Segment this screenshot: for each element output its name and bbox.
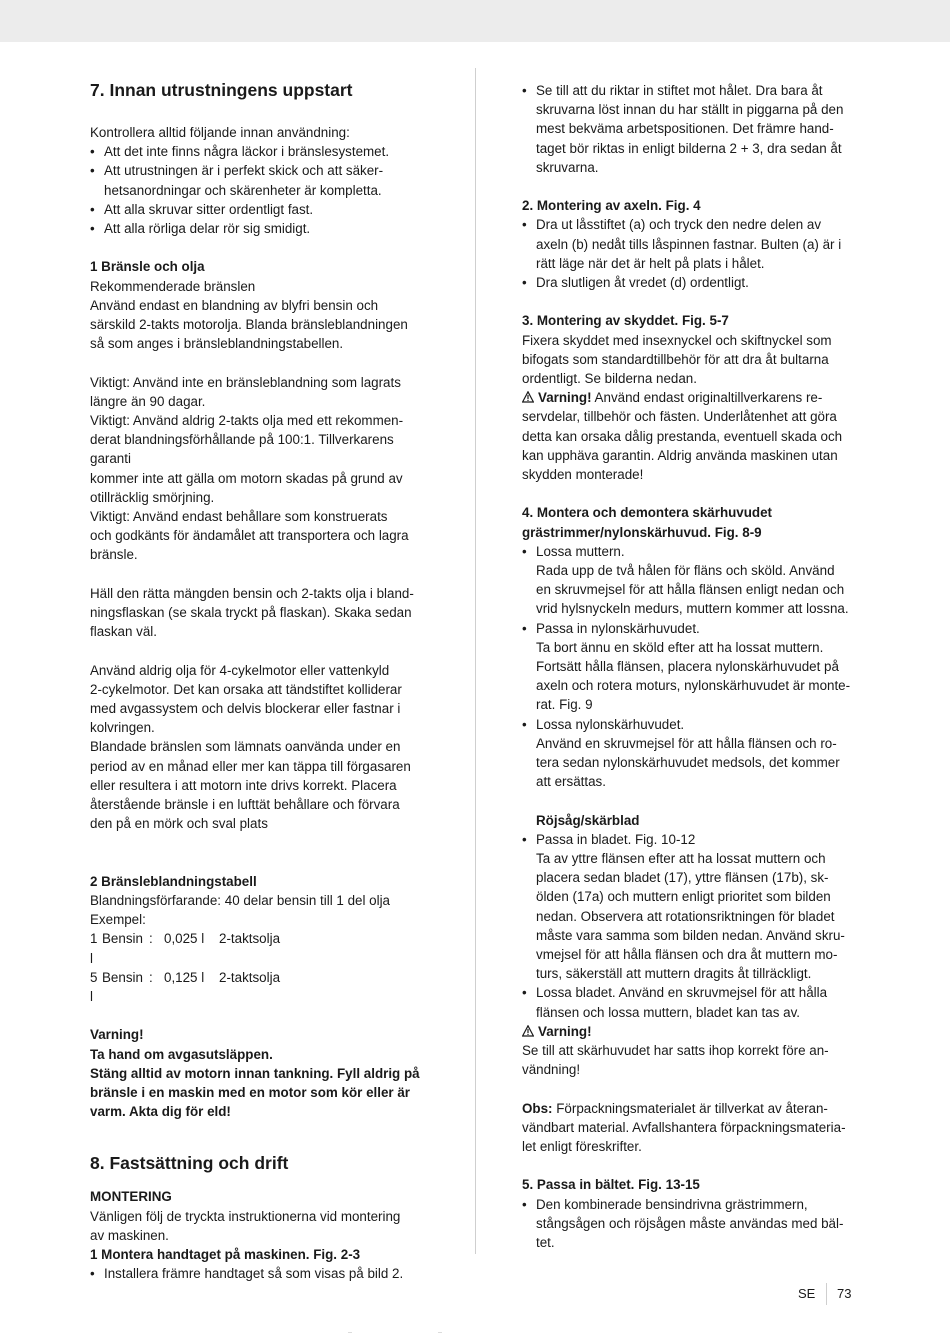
table-cell: 1 l	[90, 931, 98, 966]
cutting-head-heading: 4. Montera och demontera skärhuvudet grästrimmer/nylonskärhuvud. Fig. 8-9	[522, 505, 773, 540]
table-cell: Bensin	[102, 969, 143, 985]
fuel-text: Rekommenderade bränslen Använd endast en blandning av blyfri bensin och särskild 2-takts motorolja. Blanda bränsleblandningen så som anges i bränsleblandningstabellen.	[90, 278, 408, 352]
head-warning-label	[522, 1022, 867, 1041]
axle-heading: 2. Montering av axeln. Fig. 4	[522, 198, 701, 214]
head-warning-label-text: Varning!	[538, 1023, 592, 1039]
check-item: • Att utrustningen är i perfekt skick och att säker- hetsanordningar och skärenheter är kompletta.	[90, 161, 440, 199]
table-cell: 2-taktsolja	[219, 931, 281, 947]
pin-item: • Se till att du riktar in stiftet mot hålet. Dra bara åt skruvarna löst innan du har ställt in piggarna på den mest bekväma arbetspositionen. Det främre hand- taget bör riktas in enligt bilderna 2 + 3, dra sedan åt skruvarna.	[522, 81, 867, 177]
montering-text: Vänligen följ de tryckta instruktionerna vid montering av maskinen.	[90, 1208, 401, 1243]
blade-detail: Ta av yttre flänsen efter att ha lossat muttern och placera sedan bladet (17), yttre flänsen (17b), sk- ölden (17a) och muttern enligt prioritet som bilden nedan. Observera att rotationsriktningen för bladet måste vara samma som bilden nedan. Använd skru- vmejsel för att hålla flänsen och dra åt muttern mo- turs, säkerställ att muttern dragits åt tillräckligt.	[536, 851, 845, 982]
mix-table-heading: 2 Bränsleblandningstabell	[90, 873, 257, 889]
right-column	[522, 81, 867, 1252]
guard-heading: 3. Montering av skyddet. Fig. 5-7	[522, 313, 729, 329]
nut-detail: Rada upp de två hålen för fläns och sköld. Använd en skruvmejsel för att hålla flänsen enligt nedan och vrid hylsnyckeln medurs, muttern kommer att lossna.	[536, 563, 849, 617]
guard-text: Fixera skyddet med insexnyckel och skiftnyckel som bifogats som standardtillbehör för att dra åt bultarna ordentligt. Se bilderna nedan.	[522, 332, 832, 387]
obs-note	[522, 1099, 867, 1157]
table-cell: Bensin	[102, 931, 143, 947]
blade-remove-item: • Lossa bladet. Använd en skruvmejsel för att hålla flänsen och lossa muttern, bladet kan tas av.	[522, 983, 867, 1021]
head-warning-text: Se till att skärhuvudet har satts ihop korrekt före an- vändning!	[522, 1043, 829, 1078]
trim-mark	[348, 1332, 352, 1333]
column-divider	[475, 68, 476, 1254]
blade-item: • Passa in bladet. Fig. 10-12	[522, 830, 867, 849]
fit-head-item: • Passa in nylonskärhuvudet.	[522, 619, 867, 638]
trim-mark	[438, 1332, 442, 1333]
fuel-heading: 1 Bränsle och olja	[90, 259, 205, 275]
belt-item: • Den kombinerade bensindrivna grästrimmern, stångsågen och röjsågen måste användas med bäl- tet.	[522, 1195, 867, 1253]
mix-table-intro: Blandningsförfarande: 40 delar bensin till 1 del olja Exempel:	[90, 893, 391, 928]
fuel-warning: Varning! Ta hand om avgasutsläppen. Stäng alltid av motorn innan tankning. Fyll aldrig på bränsle i en maskin med en motor som kör eller är varm. Akta dig för eld!	[90, 1027, 420, 1120]
pour-text: Häll den rätta mängden bensin och 2-takts olja i bland- ningsflaskan (se skala tryckt på flaskan). Skaka sedan flaskan väl.	[90, 585, 414, 640]
page-footer	[798, 1284, 851, 1304]
check-item: • Att alla skruvar sitter ordentligt fast.	[90, 200, 440, 219]
mix-table	[90, 929, 440, 1006]
table-cell: 5 l	[90, 969, 98, 1005]
table-cell: :	[149, 969, 153, 985]
check-item: • Att det inte finns några läckor i bränslesystemet.	[90, 142, 440, 161]
language-code: SE	[798, 1286, 816, 1302]
oil-warning-text: Använd aldrig olja för 4-cykelmotor eller vattenkyld 2-cykelmotor. Det kan orsaka att tändstiftet kolliderar med avgassystem och delvis blockerar eller fastnar i kolvringen. Blandade bränslen som lämnats oanvända under en period av en månad eller mer kan täppa till förgasaren eller resultera i att motorn inte drivs korrekt. Placera återstående bränsle i en lufttät behållare och förvara den på en mörk och sval plats	[90, 662, 411, 832]
guard-warning-text: Använd endast originaltillverkarens re- servdelar, tillbehör och fästen. Underlåtenhet att göra detta kan orsaka dålig prestanda, eventuell skada och kan upphäva garantin. Aldrig använda maskinen utan skydden monterade!	[522, 390, 843, 483]
blade-heading: Röjsåg/skärblad	[536, 812, 640, 828]
page-header-band	[0, 0, 950, 42]
handle-item: • Installera främre handtaget så som visas på bild 2.	[90, 1264, 440, 1283]
warning-triangle-icon	[522, 1025, 534, 1037]
fit-head-detail: Ta bort ännu en sköld efter att ha lossat muttern. Fortsätt hålla flänsen, placera nylonskärhuvudet på axeln och rotera moturs, nylonskärhuvudet är monte- rat. Fig. 9	[536, 639, 851, 713]
warning-triangle-icon	[522, 391, 534, 403]
important-text: Viktigt: Använd inte en bränsleblandning som lagrats längre än 90 dagar. Viktigt: Använd aldrig 2-takts olja med ett rekommen- derat blandningsförhållande på 100:1. Tillverkarens garanti kommer inte att gälla om motorn skadas på grund av otillräcklig smörjning. Viktigt: Använd endast behållare som konstruerats och godkänts för ändamålet att transportera och lagra bränsle.	[90, 374, 409, 563]
axle-item: • Dra ut låsstiftet (a) och tryck den nedre delen av axeln (b) nedåt tills låspinnen fastnar. Bulten (a) är i rätt läge när det är helt på plats i hålet.	[522, 215, 867, 273]
montering-heading: MONTERING	[90, 1189, 172, 1205]
check-item: • Att alla rörliga delar rör sig smidigt.	[90, 219, 440, 238]
guard-warning	[522, 388, 867, 484]
section-8-title: 8. Fastsättning och drift	[90, 1153, 289, 1174]
handle-heading: 1 Montera handtaget på maskinen. Fig. 2-3	[90, 1247, 361, 1263]
table-cell: :	[149, 931, 153, 947]
obs-text: Förpackningsmaterialet är tillverkat av återan- vändbart material. Avfallshantera förpackningsmateria- let enligt föreskrifter.	[522, 1100, 846, 1155]
footer-separator	[826, 1283, 827, 1305]
obs-label: Obs:	[522, 1100, 553, 1116]
left-column	[90, 78, 440, 1283]
loosen-head-detail: Använd en skruvmejsel för att hålla flänsen och ro- tera sedan nylonskärhuvudet medsols, det kommer att ersättas.	[536, 735, 840, 790]
table-cell: 0,125 l	[164, 969, 205, 985]
table-cell: 0,025 l	[164, 931, 205, 947]
page-number: 73	[837, 1286, 852, 1302]
section-7-title: 7. Innan utrustningens uppstart	[90, 80, 353, 100]
loosen-head-item: • Lossa nylonskärhuvudet.	[522, 715, 867, 734]
belt-heading: 5. Passa in bältet. Fig. 13-15	[522, 1177, 700, 1193]
check-intro: Kontrollera alltid följande innan användning:	[90, 125, 350, 140]
nut-item: • Lossa muttern.	[522, 542, 867, 561]
axle-item: • Dra slutligen åt vredet (d) ordentligt.	[522, 273, 867, 292]
table-cell: 2-taktsolja	[219, 969, 281, 985]
guard-warning-label: Varning!	[538, 390, 592, 406]
